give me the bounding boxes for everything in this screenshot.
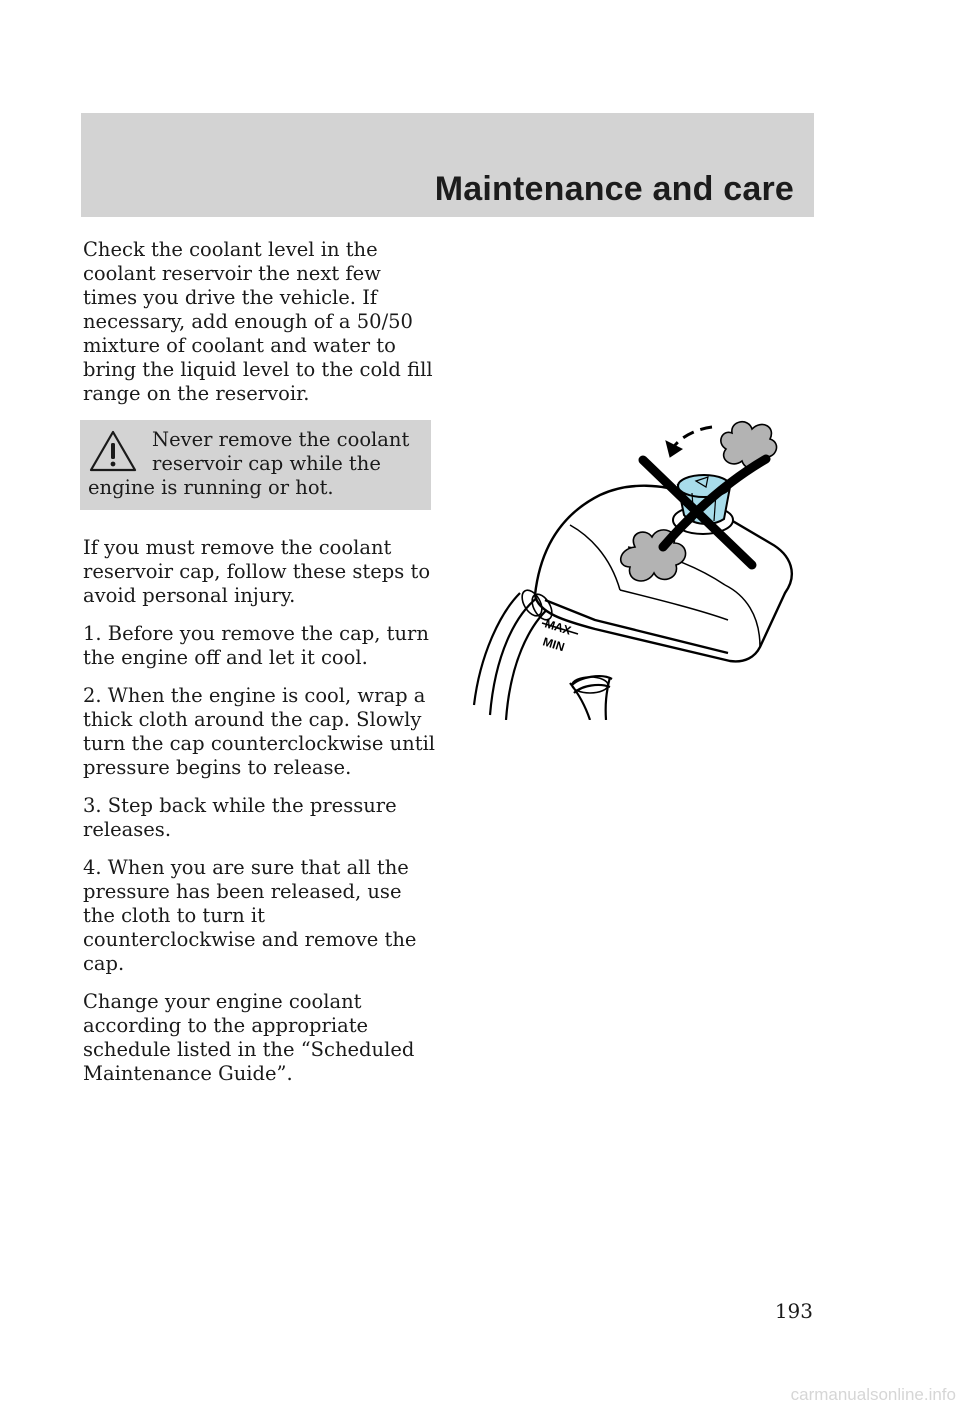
header-band	[81, 113, 814, 217]
closing-paragraph: Change your engine coolant according to the appropriate schedule listed in the “Scheduled Maintenance Guide”.	[83, 990, 415, 1085]
step-item: 2. When the engine is cool, wrap a thick cloth around the cap. Slowly turn the cap counterclockwise until pressure begins to release.	[83, 684, 436, 779]
page-number: 193	[774, 1299, 813, 1323]
main-text-column	[83, 238, 438, 1100]
intro-paragraph: Check the coolant level in the coolant reservoir the next few times you drive the vehicle. If necessary, add enough of a 50/50 mixture of coolant and water to bring the liquid level to the cold fill range on the reservoir.	[83, 238, 433, 405]
coolant-reservoir-illustration	[460, 415, 805, 720]
step-item: 1. Before you remove the cap, turn the engine off and let it cool.	[83, 622, 429, 669]
watermark: carmanualsonline.info	[790, 1385, 956, 1404]
warning-triangle-icon	[88, 428, 138, 474]
step-item: 3. Step back while the pressure releases.	[83, 794, 397, 841]
warning-text: Never remove the coolant reservoir cap while the engine is running or hot.	[88, 428, 410, 499]
step-item: 4. When you are sure that all the pressure has been released, use the cloth to turn it counterclockwise and remove the cap.	[83, 856, 417, 975]
min-label: MIN	[541, 634, 567, 655]
page-title: Maintenance and care	[434, 170, 794, 208]
steps-intro-paragraph: If you must remove the coolant reservoir cap, follow these steps to avoid personal injury.	[83, 536, 431, 607]
warning-box	[80, 420, 431, 510]
max-label: MAX	[543, 616, 573, 638]
counterclockwise-arrow-icon	[666, 427, 712, 457]
